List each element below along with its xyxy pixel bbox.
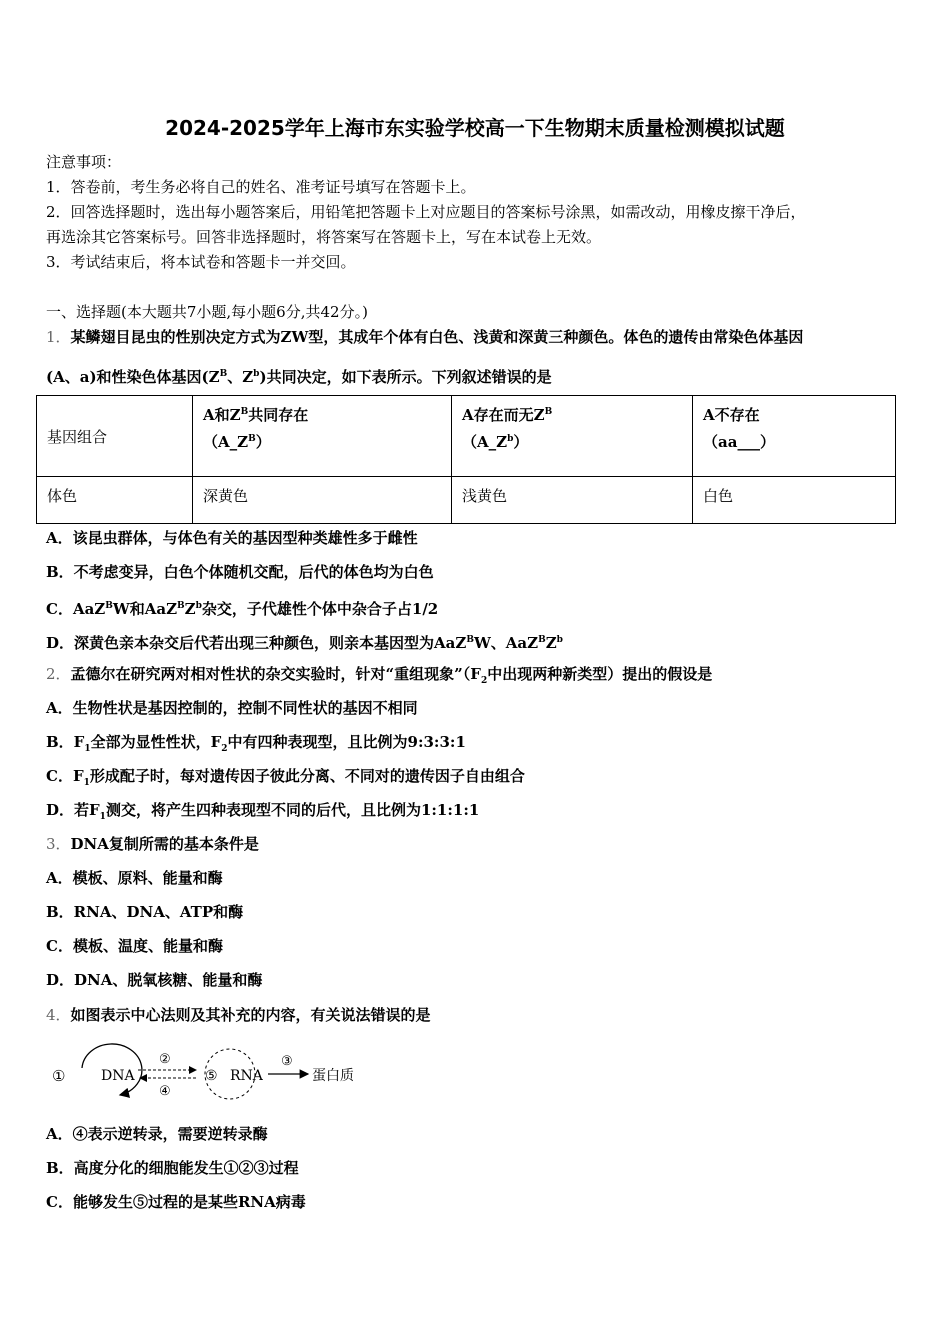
page-title: 2024-2025学年上海市东实验学校高一下生物期末质量检测模拟试题 [165, 116, 785, 140]
q1-option-a: A．该昆虫群体，与体色有关的基因型种类雄性多于雌性 [46, 529, 418, 547]
table-cell: 深黄色 [193, 477, 452, 524]
question-number: 1． [46, 328, 71, 346]
notice-item: 再选涂其它答案标号。回答非选择题时，将答案写在答题卡上，写在本试卷上无效。 [46, 228, 602, 246]
q3-option-b: B．RNA、DNA、ATP和酶 [46, 903, 244, 921]
q3-option-d: D．DNA、脱氧核糖、能量和酶 [46, 971, 263, 989]
q1-option-b: B．不考虑变异，白色个体随机交配，后代的体色均为白色 [46, 563, 434, 581]
q4-option-b: B．高度分化的细胞能发生①②③过程 [46, 1159, 299, 1177]
central-dogma-diagram [46, 1043, 366, 1109]
question-number: 4． [46, 1006, 71, 1024]
table-cell: 白色 [693, 477, 896, 524]
q2-option-c: C．$F_1$形成配子时，每对遗传因子彼此分离、不同对的遗传因子自由组合 [46, 767, 525, 788]
label-3: ③ [281, 1054, 293, 1069]
label-1: ① [52, 1067, 66, 1085]
q1-option-d: D．深黄色亲本杂交后代若出现三种颜色，则亲本基因型为AaZ$^B$W、$AaZ^BZ^b$ [46, 634, 563, 652]
section-heading: 一、选择题(本大题共7小题,每小题6分,共42分。) [46, 303, 368, 321]
label-5: ⑤ [205, 1068, 218, 1084]
q1-stem-line1: 1．某鳞翅目昆虫的性别决定方式为ZW型，其成年个体有白色、浅黄和深黄三种颜色。体色的遗传由常染色体基因 [46, 328, 804, 346]
q4-stem: 4．如图表示中心法则及其补充的内容，有关说法错误的是 [46, 1006, 431, 1024]
q3-stem: 3．DNA复制所需的基本条件是 [46, 835, 259, 853]
table-row [37, 477, 896, 524]
q1-option-c: C．AaZ$^B$W和$AaZ^BZ^b$杂交，子代雄性个体中杂合子占1/2 [46, 600, 439, 618]
notice-item: 2．回答选择题时，选出每小题答案后，用铅笔把答题卡上对应题目的答案标号涂黑，如需改动，用橡皮擦干净后， [46, 203, 806, 221]
question-number: 2． [46, 665, 71, 683]
q4-option-c: C．能够发生⑤过程的是某些RNA病毒 [46, 1193, 306, 1211]
dna-label: DNA [101, 1068, 135, 1084]
label-4: ④ [159, 1084, 171, 1099]
table-cell: 浅黄色 [452, 477, 693, 524]
table-cell: 基因组合 [37, 396, 193, 477]
q2-option-b: B．$F_1$全部为显性性状，$F_2$中有四种表现型，且比例为9:3:3:1 [46, 733, 466, 754]
notice-item: 3．考试结束后，将本试卷和答题卡一并交回。 [46, 253, 356, 271]
notice-item: 1．答卷前，考生务必将自己的姓名、准考证号填写在答题卡上。 [46, 178, 476, 196]
table-cell: A和$Z^B$共同存在 $(A\_Z^B)$ [193, 396, 452, 477]
table-cell: A存在而无$Z^B$ $(A\_Z^b)$ [452, 396, 693, 477]
q1-stem-line2: (A、a)和性染色体基因($Z^B$、$Z^b$)共同决定，如下表所示。下列叙述错误的是 [46, 368, 552, 386]
q3-option-a: A．模板、原料、能量和酶 [46, 869, 223, 887]
q3-option-c: C．模板、温度、能量和酶 [46, 937, 223, 955]
q2-option-d: D．若$F_1$测交，将产生四种表现型不同的后代，且比例为1:1:1:1 [46, 801, 480, 822]
q2-stem: 2．孟德尔在研究两对相对性状的杂交实验时，针对“重组现象$”(F_2$中出现两种新类型）提出的假设是 [46, 665, 713, 686]
protein-label: 蛋白质 [312, 1068, 354, 1084]
question-number: 3． [46, 835, 71, 853]
notice-heading: 注意事项： [46, 153, 122, 171]
table-row [37, 396, 896, 477]
genotype-table [36, 395, 896, 524]
table-cell: 体色 [37, 477, 193, 524]
label-2: ② [159, 1052, 171, 1067]
table-cell: A不存在 （aa___） [693, 396, 896, 477]
q2-option-a: A．生物性状是基因控制的，控制不同性状的基因不相同 [46, 699, 418, 717]
rna-label: RNA [230, 1068, 263, 1084]
q4-option-a: A．④表示逆转录，需要逆转录酶 [46, 1125, 268, 1143]
